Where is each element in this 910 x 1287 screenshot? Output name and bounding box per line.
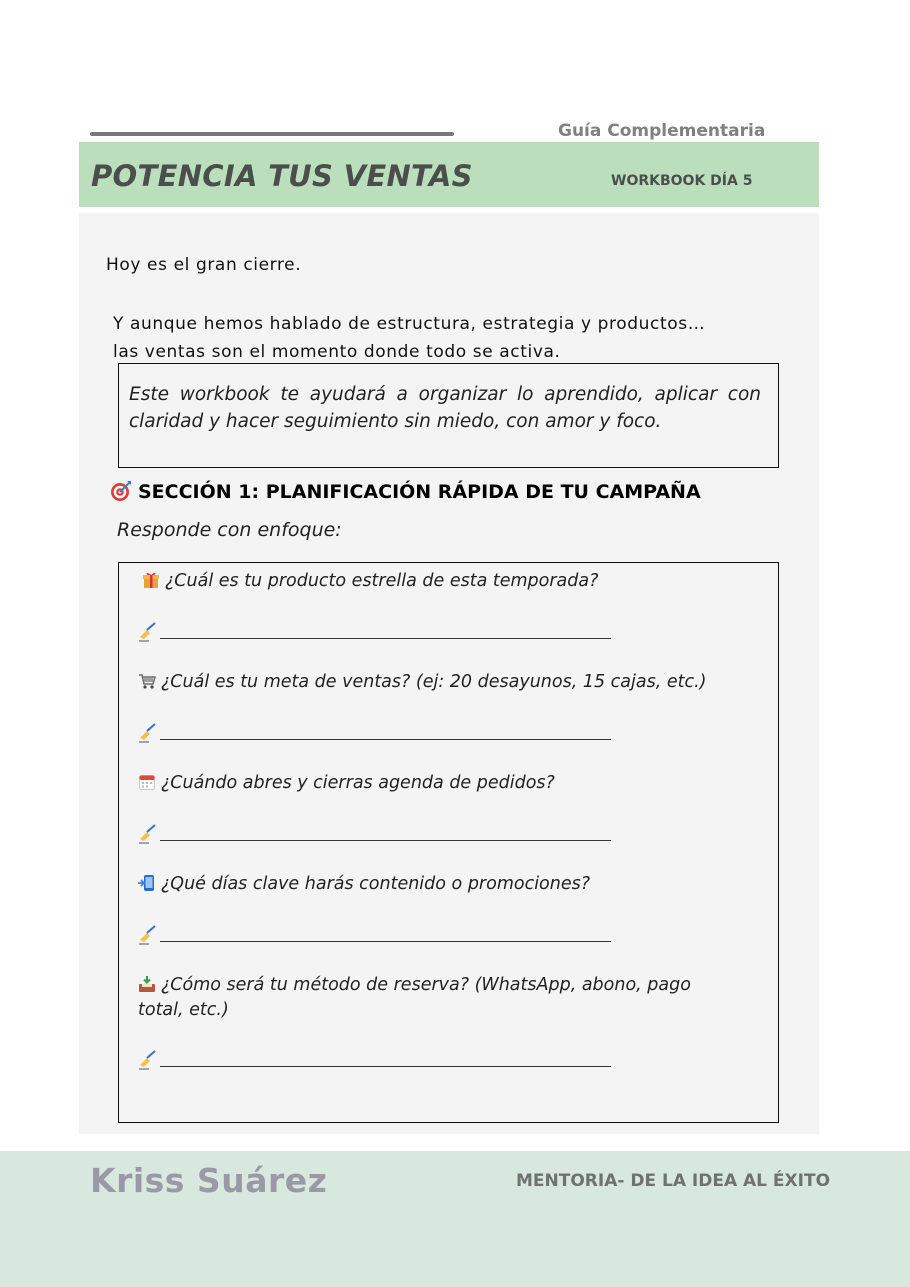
calendar-icon [138, 773, 156, 791]
writing-hand-icon [138, 622, 158, 642]
cart-icon [138, 672, 156, 690]
writing-hand-icon [138, 824, 158, 844]
question-3 [138, 771, 555, 796]
writing-hand-icon [138, 1050, 158, 1070]
inbox-icon [138, 975, 156, 993]
question-3-text: ¿Cuándo abres y cierras agenda de pedidos? [161, 773, 555, 793]
answer-line-3[interactable] [138, 824, 612, 844]
phone-icon [138, 874, 156, 892]
questions-box [118, 562, 779, 1123]
page-title: POTENCIA TUS VENTAS [91, 159, 473, 193]
note-box [118, 363, 779, 468]
question-5-text-line-2: total, etc.) [138, 1000, 229, 1020]
writing-hand-icon [138, 723, 158, 743]
gift-icon [142, 571, 160, 589]
target-icon [110, 480, 132, 502]
answer-underline [160, 1066, 611, 1067]
answer-underline [160, 941, 611, 942]
footer-band [0, 1151, 910, 1287]
answer-underline [160, 739, 611, 740]
answer-line-1[interactable] [138, 622, 612, 642]
section-1-title [110, 480, 701, 503]
question-1 [142, 569, 598, 594]
question-5 [138, 973, 691, 1023]
answer-underline [160, 638, 611, 639]
question-2 [138, 670, 706, 695]
question-1-text: ¿Cuál es tu producto estrella de esta temporada? [165, 571, 599, 591]
answer-line-5[interactable] [138, 1050, 612, 1070]
header-band [79, 142, 819, 207]
author-name: Kriss Suárez [90, 1161, 328, 1200]
answer-line-2[interactable] [138, 723, 612, 743]
intro-line-1: Y aunque hemos hablado de estructura, estrategia y productos… [113, 314, 706, 334]
program-name: MENTORIA- DE LA IDEA AL ÉXITO [516, 1171, 831, 1191]
intro-greeting: Hoy es el gran cierre. [106, 255, 302, 275]
question-5-text-line-1: ¿Cómo será tu método de reserva? (WhatsApp, abono, pago [161, 975, 691, 995]
writing-hand-icon [138, 925, 158, 945]
section-1-title-text: SECCIÓN 1: PLANIFICACIÓN RÁPIDA DE TU CAMPAÑA [138, 481, 701, 503]
answer-line-4[interactable] [138, 925, 612, 945]
top-divider [90, 132, 454, 136]
intro-paragraph [113, 310, 793, 366]
question-2-text: ¿Cuál es tu meta de ventas? (ej: 20 desayunos, 15 cajas, etc.) [161, 672, 707, 692]
section-prompt: Responde con enfoque: [117, 519, 342, 541]
intro-line-2: las ventas son el momento donde todo se activa. [113, 342, 561, 362]
question-4-text: ¿Qué días clave harás contenido o promociones? [161, 874, 591, 894]
guide-label: Guía Complementaria [558, 121, 766, 141]
answer-underline [160, 840, 611, 841]
workbook-day-label: WORKBOOK DÍA 5 [611, 173, 753, 189]
note-text: Este workbook te ayudará a organizar lo aprendido, aplicar con claridad y hacer seguimiento sin miedo, con amor y foco. [129, 384, 761, 432]
question-4 [138, 872, 590, 897]
